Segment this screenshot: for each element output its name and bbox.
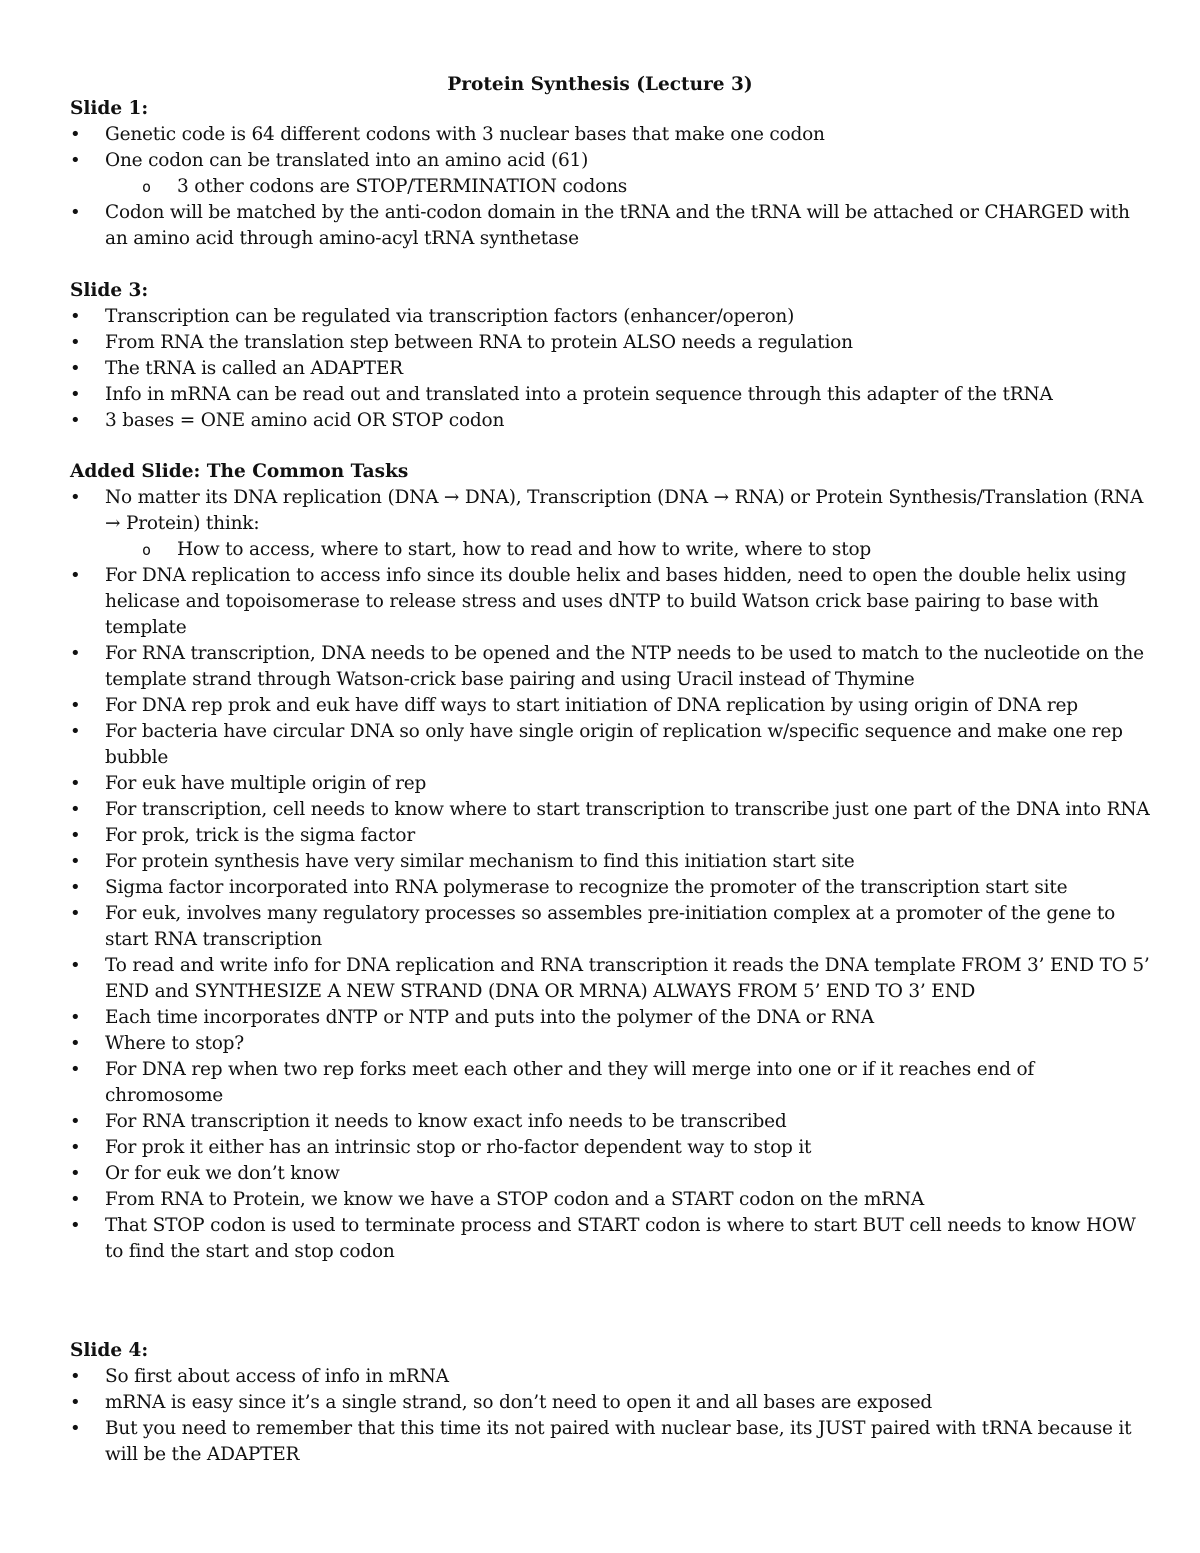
list-item: • Genetic code is 64 different codons with 3 nuclear bases that make one codon bbox=[70, 122, 1150, 148]
list-item: • Or for euk we don’t know bbox=[70, 1161, 1150, 1187]
list-item: • For DNA replication to access info since its double helix and bases hidden, need to open the double helix using helicase and topoisomerase to release stress and uses dNTP to build Watson crick base pairing to base with template bbox=[70, 563, 1150, 641]
list-item: • From RNA to Protein, we know we have a STOP codon and a START codon on the mRNA bbox=[70, 1187, 1150, 1213]
list-item: • 3 bases = ONE amino acid OR STOP codon bbox=[70, 408, 1150, 434]
bullet-list bbox=[70, 122, 1150, 252]
list-item: • To read and write info for DNA replication and RNA transcription it reads the DNA template FROM 3’ END TO 5’ END and SYNTHESIZE A NEW STRAND (DNA OR MRNA) ALWAYS FROM 5’ END TO 3’ END bbox=[70, 953, 1150, 1005]
bullet-list bbox=[70, 485, 1150, 1265]
list-item: • For euk, involves many regulatory processes so assembles pre-initiation complex at a promoter of the gene to start RNA transcription bbox=[70, 901, 1150, 953]
list-item: • From RNA the translation step between RNA to protein ALSO needs a regulation bbox=[70, 330, 1150, 356]
section-added-slide bbox=[70, 459, 1150, 1265]
list-item: • Codon will be matched by the anti-codon domain in the tRNA and the tRNA will be attached or CHARGED with an amino acid through amino-acyl tRNA synthetase bbox=[70, 200, 1150, 252]
list-item: • One codon can be translated into an amino acid (61) bbox=[70, 148, 1150, 174]
section-heading: Slide 1: bbox=[70, 98, 149, 119]
sub-list-item: o 3 other codons are STOP/TERMINATION codons bbox=[70, 174, 1150, 200]
list-item: • For bacteria have circular DNA so only have single origin of replication w/specific sequence and make one rep bubble bbox=[70, 719, 1150, 771]
list-item: • The tRNA is called an ADAPTER bbox=[70, 356, 1150, 382]
section-slide-3 bbox=[70, 278, 1150, 434]
list-item: • For prok, trick is the sigma factor bbox=[70, 823, 1150, 849]
list-item: • Info in mRNA can be read out and translated into a protein sequence through this adapter of the tRNA bbox=[70, 382, 1150, 408]
list-item: • So first about access of info in mRNA bbox=[70, 1364, 1150, 1390]
list-item: • Where to stop? bbox=[70, 1031, 1150, 1057]
bullet-list bbox=[70, 304, 1150, 434]
document-title: Protein Synthesis (Lecture 3) bbox=[447, 74, 753, 95]
list-item: • That STOP codon is used to terminate process and START codon is where to start BUT cell needs to know HOW to find the start and stop codon bbox=[70, 1213, 1150, 1265]
list-item: • Sigma factor incorporated into RNA polymerase to recognize the promoter of the transcription start site bbox=[70, 875, 1150, 901]
list-item: • For prok it either has an intrinsic stop or rho-factor dependent way to stop it bbox=[70, 1135, 1150, 1161]
list-item: • For RNA transcription it needs to know exact info needs to be transcribed bbox=[70, 1109, 1150, 1135]
list-item: • But you need to remember that this time its not paired with nuclear base, its JUST paired with tRNA because it will be the ADAPTER bbox=[70, 1416, 1150, 1468]
section-slide-1 bbox=[70, 96, 1150, 252]
sub-list-item: o How to access, where to start, how to read and how to write, where to stop bbox=[70, 537, 1150, 563]
section-heading: Slide 4: bbox=[70, 1340, 149, 1361]
list-item: • Each time incorporates dNTP or NTP and puts into the polymer of the DNA or RNA bbox=[70, 1005, 1150, 1031]
list-item: • For DNA rep prok and euk have diff ways to start initiation of DNA replication by using origin of DNA rep bbox=[70, 693, 1150, 719]
list-item: • For euk have multiple origin of rep bbox=[70, 771, 1150, 797]
list-item: • For transcription, cell needs to know where to start transcription to transcribe just one part of the DNA into RNA bbox=[70, 797, 1150, 823]
list-item: • mRNA is easy since it’s a single strand, so don’t need to open it and all bases are exposed bbox=[70, 1390, 1150, 1416]
list-item: • For protein synthesis have very similar mechanism to find this initiation start site bbox=[70, 849, 1150, 875]
list-item: • No matter its DNA replication (DNA → DNA), Transcription (DNA → RNA) or Protein Synthesis/Translation (RNA → Protein) think: bbox=[70, 485, 1150, 537]
section-heading: Slide 3: bbox=[70, 280, 149, 301]
bullet-list bbox=[70, 1364, 1150, 1468]
section-heading: Added Slide: The Common Tasks bbox=[70, 461, 409, 482]
list-item: • For DNA rep when two rep forks meet each other and they will merge into one or if it reaches end of chromosome bbox=[70, 1057, 1150, 1109]
section-slide-4 bbox=[70, 1338, 1150, 1468]
list-item: • For RNA transcription, DNA needs to be opened and the NTP needs to be used to match to the nucleotide on the template strand through Watson-crick base pairing and using Uracil instead of Thymine bbox=[70, 641, 1150, 693]
list-item: • Transcription can be regulated via transcription factors (enhancer/operon) bbox=[70, 304, 1150, 330]
